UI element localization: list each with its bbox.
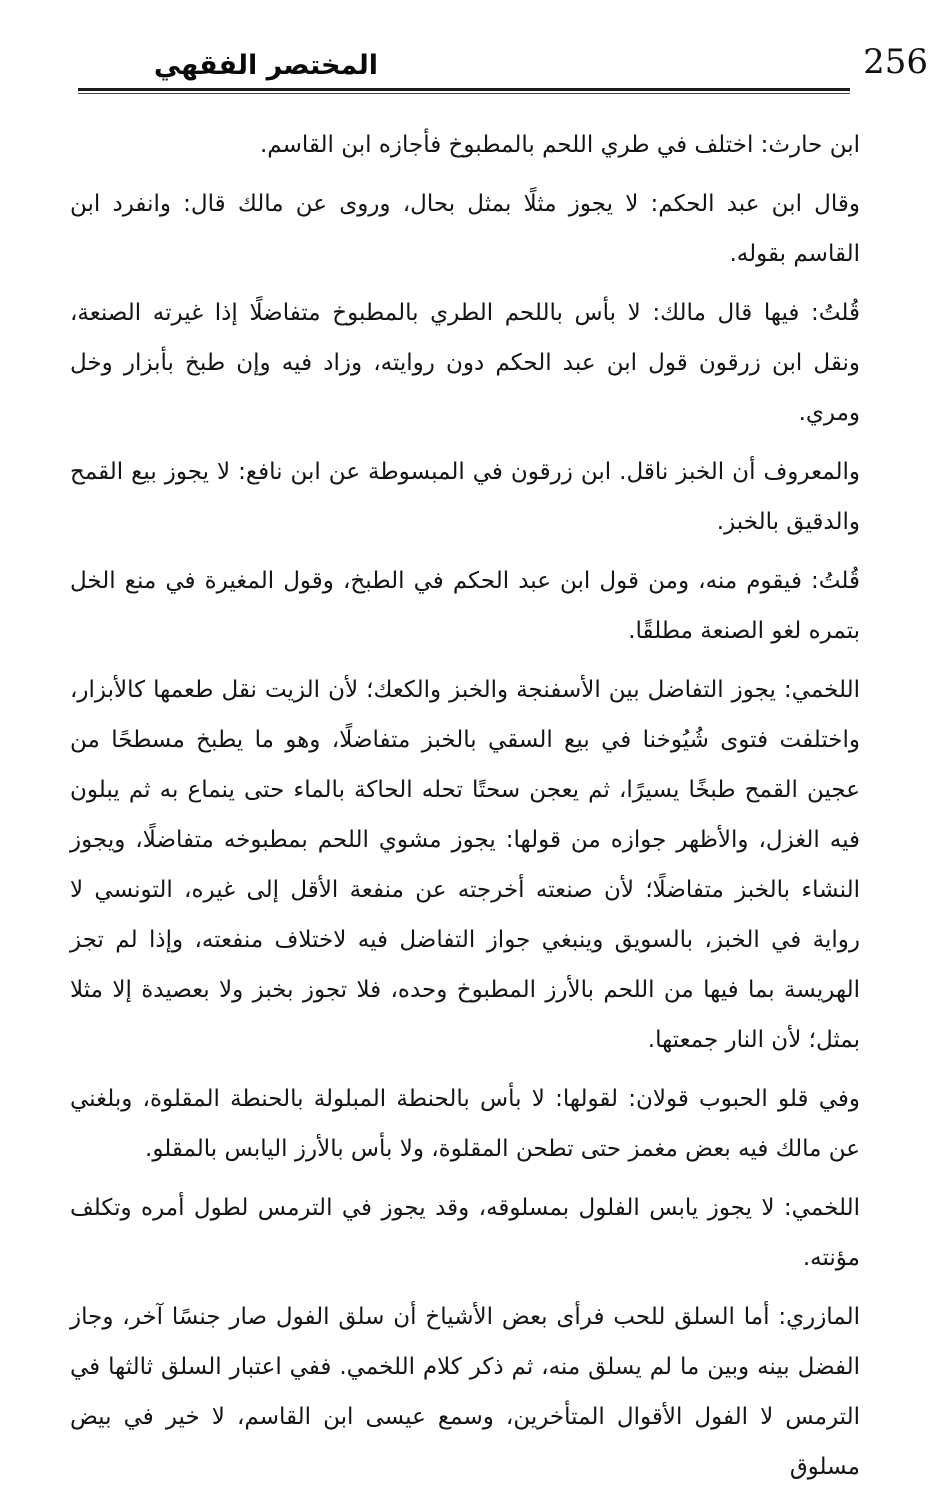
page-header xyxy=(78,40,928,92)
body-text xyxy=(70,120,860,1501)
header-rule-thick xyxy=(78,88,850,91)
page-number: 256 xyxy=(863,42,928,82)
paragraph: اللخمي: يجوز التفاضل بين الأسفنجة والخبز والكعك؛ لأن الزيت نقل طعمها كالأبزار، واختلفت فتوى شُيُوخنا في بيع السقي بالخبز متفاضلًا، وهو ما يطبخ مسطحًا من عجين القمح طبخًا يسيرًا، ثم يعجن سحتًا تحله الحاكة بالماء حتى ينماع به ثم يبلون فيه الغزل، والأظهر جوازه من قولها: يجوز مشوي اللحم بمطبوخه متفاضلًا، ويجوز النشاء بالخبز متفاضلًا؛ لأن صنعته أخرجته عن منفعة الأقل إلى غيره، التونسي لا رواية في الخبز، بالسويق وينبغي جواز التفاضل فيه لاختلاف منفعته، وإذا لم تجز الهريسة بما فيها من اللحم بالأرز المطبوخ وحده، فلا تجوز بخبز ولا بعصيدة إلا مثلا بمثل؛ لأن النار جمعتها. xyxy=(70,677,860,1053)
paragraph: ابن حارث: اختلف في طري اللحم بالمطبوخ فأجازه ابن القاسم. xyxy=(260,132,860,158)
paragraph: والمعروف أن الخبز ناقل. ابن زرقون في المبسوطة عن ابن نافع: لا يجوز بيع القمح والدقيق بالخبز. xyxy=(70,459,860,535)
paragraph: وقال ابن عبد الحكم: لا يجوز مثلًا بمثل بحال، وروى عن مالك قال: وانفرد ابن القاسم بقوله. xyxy=(70,191,860,267)
paragraph: قُلتُ: فيقوم منه، ومن قول ابن عبد الحكم في الطبخ، وقول المغيرة في منع الخل بتمره لغو الصنعة مطلقًا. xyxy=(70,568,860,644)
paragraph: اللخمي: لا يجوز يابس الفلول بمسلوقه، وقد يجوز في الترمس لطول أمره وتكلف مؤنته. xyxy=(70,1195,860,1271)
paragraph: قُلتُ: فيها قال مالك: لا بأس باللحم الطري بالمطبوخ متفاضلًا إذا غيرته الصنعة، ونقل ابن زرقون قول ابن عبد الحكم دون روايته، وزاد فيه وإن طبخ بأبزار وخل ومري. xyxy=(70,300,860,426)
paragraph: وفي قلو الحبوب قولان: لقولها: لا بأس بالحنطة المبلولة بالحنطة المقلوة، وبلغني عن مالك فيه بعض مغمز حتى تطحن المقلوة، ولا بأس بالأرز اليابس بالمقلو. xyxy=(70,1086,860,1162)
running-title: المختصر الفقهي xyxy=(153,50,378,81)
paragraph: المازري: أما السلق للحب فرأى بعض الأشياخ أن سلق الفول صار جنسًا آخر، وجاز الفضل بينه وبين ما لم يسلق منه، ثم ذكر كلام اللخمي. ففي اعتبار السلق ثالثها في الترمس لا الفول الأقوال المتأخرين، وسمع عيسى ابن القاسم، لا خير في بيض مسلوق xyxy=(70,1304,860,1480)
header-rule-thin xyxy=(78,93,850,94)
